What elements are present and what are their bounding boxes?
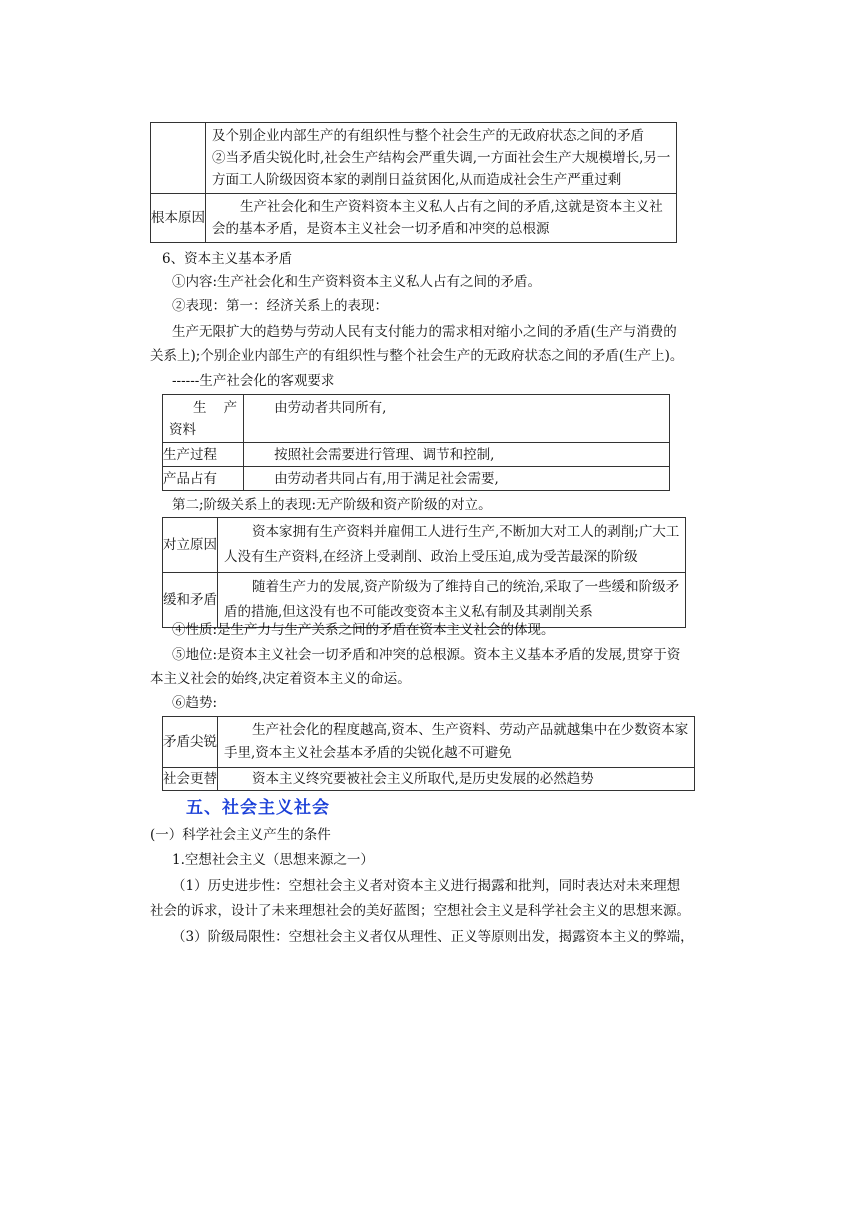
row-label: 缓和矛盾: [163, 573, 218, 628]
paragraph-line: （3）阶级局限性：空想社会主义者仅从理性、正义等原则出发，揭露资本主义的弊端，: [172, 929, 694, 945]
table-cell: [206, 194, 677, 243]
cell-line: 按照社会需要进行管理、调节和控制,: [274, 446, 495, 463]
cell-line: 生产社会化的程度越高,资本、生产资料、劳动产品就越集中在少数资本家: [252, 722, 689, 738]
table-cell: [218, 717, 695, 768]
paragraph-manifest: ②表现：第一：经济关系上的表现：: [172, 298, 388, 314]
row-label: 对立原因: [163, 518, 218, 573]
cell-line: 生产社会化和生产资料资本主义私人占有之间的矛盾,这就是资本主义社: [240, 199, 663, 215]
table-cell: [206, 123, 677, 194]
section-title: 6、资本主义基本矛盾: [162, 251, 293, 267]
paragraph-nature: ④性质:是生产力与生产关系之间的矛盾在资本主义社会的体现。: [172, 622, 555, 638]
row-label: 产品占有: [163, 467, 244, 491]
cell-line: ②当矛盾尖锐化时,社会生产结构会严重失调,一方面社会生产大规模增长,另一: [212, 150, 671, 166]
table-row: [163, 443, 670, 467]
paragraph-line: 生产无限扩大的趋势与劳动人民有支付能力的需求相对缩小之间的矛盾(生产与消费的: [172, 324, 677, 340]
table-cell: [218, 768, 695, 791]
table-row: [151, 123, 677, 194]
cell-line: 随着生产力的发展,资产阶级为了维持自己的统治,采取了一些缓和阶级矛: [252, 579, 680, 595]
label-line: 生 产: [193, 399, 238, 416]
paragraph-line: 社会的诉求，设计了未来理想社会的美好蓝图；空想社会主义是科学社会主义的思想来源。: [150, 903, 690, 919]
cell-line: 及个别企业内部生产的有组织性与整个社会生产的无政府状态之间的矛盾: [212, 128, 644, 144]
table-requirements: [162, 394, 670, 491]
paragraph-status-cont: 本主义社会的始终,决定着资本主义的命运。: [150, 671, 411, 687]
table-row: [151, 194, 677, 243]
paragraph-req: ------生产社会化的客观要求: [172, 373, 335, 389]
table-causes: [150, 122, 677, 243]
row-label: 生产过程: [163, 443, 244, 467]
paragraph-line: （1）历史进步性：空想社会主义者对资本主义进行揭露和批判，同时表达对未来理想: [172, 878, 681, 894]
table-row: [163, 717, 695, 768]
paragraph-second: 第二;阶级关系上的表现:无产阶级和资产阶级的对立。: [172, 497, 492, 513]
cell-line: 手里,资本主义社会基本矛盾的尖锐化越不可避免: [224, 745, 512, 761]
row-label: 矛盾尖锐: [163, 717, 218, 768]
section-heading: 五、社会主义社会: [186, 798, 330, 818]
table-trends: [162, 716, 695, 791]
cell-line: 由劳动者共同所有,: [274, 400, 387, 416]
row-label: 根本原因: [151, 194, 206, 243]
label-line: 资料: [169, 421, 196, 438]
paragraph-trend: ⑥趋势:: [172, 695, 218, 711]
table-cell-empty: [151, 123, 206, 194]
table-cell: [218, 518, 686, 573]
table-cell: [244, 443, 670, 467]
table-row: [163, 768, 695, 791]
table-class-relations: [162, 517, 686, 628]
row-label: 社会更替: [163, 768, 218, 791]
table-row: [163, 518, 686, 573]
table-cell: [244, 395, 670, 443]
paragraph-line: 关系上);个别企业内部生产的有组织性与整个社会生产的无政府状态之间的矛盾(生产上)。: [150, 348, 684, 364]
table-row: [163, 395, 670, 443]
cell-line: 方面工人阶级因资本家的剥削日益贫困化,从而造成社会生产严重过剩: [212, 172, 622, 188]
subheading: 1.空想社会主义（思想来源之一）: [172, 852, 374, 868]
cell-line: 资本家拥有生产资料并雇佣工人进行生产,不断加大对工人的剥削;广大工: [252, 524, 680, 540]
cell-line: 盾的措施,但这没有也不可能改变资本主义私有制及其剥削关系: [224, 604, 593, 620]
paragraph-content: ①内容:生产社会化和生产资料资本主义私人占有之间的矛盾。: [172, 274, 542, 290]
cell-line: 资本主义终究要被社会主义所取代,是历史发展的必然趋势: [252, 771, 594, 787]
paragraph-status: ⑤地位:是资本主义社会一切矛盾和冲突的总根源。资本主义基本矛盾的发展,贯穿于资: [172, 647, 681, 663]
table-row: [163, 467, 670, 491]
row-label: [163, 395, 244, 443]
cell-line: 会的基本矛盾，是资本主义社会一切矛盾和冲突的总根源: [212, 221, 550, 237]
table-cell: [244, 467, 670, 491]
cell-line: 人没有生产资料,在经济上受剥削、政治上受压迫,成为受苦最深的阶级: [224, 549, 638, 565]
subheading: (一）科学社会主义产生的条件: [150, 827, 331, 843]
cell-line: 由劳动者共同占有,用于满足社会需要,: [274, 470, 499, 487]
